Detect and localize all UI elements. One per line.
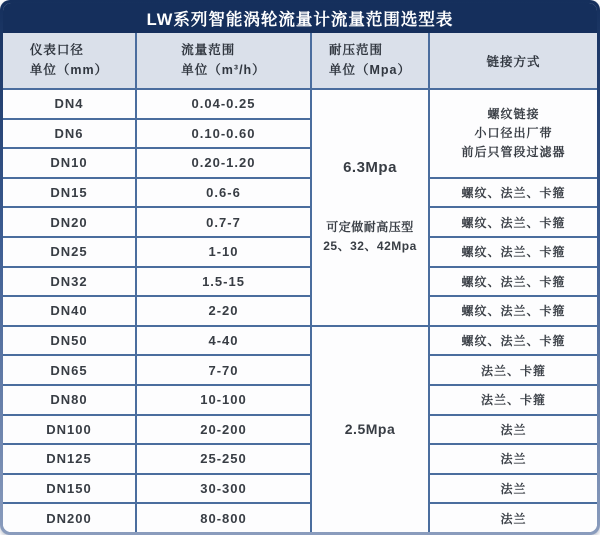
flow-range-value: 10-100 bbox=[135, 384, 310, 414]
flow-range-value: 2-20 bbox=[135, 295, 310, 325]
table-inner bbox=[3, 3, 597, 532]
connection-value: 螺纹、法兰、卡箍 bbox=[428, 325, 597, 355]
connection-value: 法兰、卡箍 bbox=[428, 354, 597, 384]
table-title: LW系列智能涡轮流量计流量范围选型表 bbox=[3, 3, 597, 33]
connection-value: 螺纹、法兰、卡箍 bbox=[428, 206, 597, 236]
dn-value: DN200 bbox=[3, 502, 135, 532]
dn-value: DN80 bbox=[3, 384, 135, 414]
dn-value: DN40 bbox=[3, 295, 135, 325]
connection-small-line2: 小口径出厂带 bbox=[474, 125, 553, 140]
pressure-note bbox=[323, 218, 417, 255]
dn-value: DN15 bbox=[3, 177, 135, 207]
dn-value: DN125 bbox=[3, 443, 135, 473]
connection-value: 螺纹、法兰、卡箍 bbox=[428, 266, 597, 296]
connection-small-line3: 前后只管段过滤器 bbox=[461, 144, 566, 159]
header-diameter-line2: 单位（mm） bbox=[29, 62, 109, 77]
connection-value: 法兰 bbox=[428, 502, 597, 532]
dn-value: DN65 bbox=[3, 354, 135, 384]
connection-value: 螺纹、法兰、卡箍 bbox=[428, 295, 597, 325]
dn-value: DN150 bbox=[3, 473, 135, 503]
header-flow-line1: 流量范围 bbox=[181, 43, 236, 58]
connection-value: 法兰、卡箍 bbox=[428, 384, 597, 414]
header-diameter-line1: 仪表口径 bbox=[29, 43, 84, 58]
dn-value: DN10 bbox=[3, 147, 135, 177]
header-flow-line2: 单位（m³/h） bbox=[181, 62, 266, 77]
flow-range-value: 0.6-6 bbox=[135, 177, 310, 207]
connection-value: 螺纹、法兰、卡箍 bbox=[428, 177, 597, 207]
flow-range-value: 1.5-15 bbox=[135, 266, 310, 296]
flow-range-value: 0.7-7 bbox=[135, 206, 310, 236]
flow-range-value: 0.10-0.60 bbox=[135, 118, 310, 148]
header-pressure-line1: 耐压范围 bbox=[328, 43, 383, 58]
flow-range-value: 80-800 bbox=[135, 502, 310, 532]
flow-range-value: 30-300 bbox=[135, 473, 310, 503]
dn-value: DN4 bbox=[3, 88, 135, 118]
flow-range-value: 1-10 bbox=[135, 236, 310, 266]
header-connection: 链接方式 bbox=[428, 33, 597, 88]
connection-value: 螺纹、法兰、卡箍 bbox=[428, 236, 597, 266]
flow-range-value: 7-70 bbox=[135, 354, 310, 384]
flow-range-value: 0.20-1.20 bbox=[135, 147, 310, 177]
pressure-cell-low: 2.5Mpa bbox=[310, 325, 428, 532]
connection-cell-small-bore bbox=[428, 88, 597, 177]
dn-value: DN25 bbox=[3, 236, 135, 266]
selection-table bbox=[3, 33, 597, 532]
header-flow bbox=[135, 33, 310, 88]
connection-value: 法兰 bbox=[428, 443, 597, 473]
connection-value: 法兰 bbox=[428, 473, 597, 503]
dn-value: DN100 bbox=[3, 414, 135, 444]
header-pressure-line2: 单位（Mpa） bbox=[328, 62, 411, 77]
header-diameter bbox=[3, 33, 135, 88]
pressure-value-63: 6.3Mpa bbox=[343, 159, 397, 177]
dn-value: DN50 bbox=[3, 325, 135, 355]
pressure-note-line2: 25、32、42Mpa bbox=[323, 238, 417, 253]
flow-range-value: 0.04-0.25 bbox=[135, 88, 310, 118]
connection-small-line1: 螺纹链接 bbox=[487, 106, 540, 121]
connection-value: 法兰 bbox=[428, 414, 597, 444]
dn-value: DN6 bbox=[3, 118, 135, 148]
dn-value: DN20 bbox=[3, 206, 135, 236]
dn-value: DN32 bbox=[3, 266, 135, 296]
flow-range-value: 25-250 bbox=[135, 443, 310, 473]
pressure-note-line1: 可定做耐高压型 bbox=[326, 220, 414, 235]
pressure-cell-high bbox=[310, 88, 428, 325]
header-pressure bbox=[310, 33, 428, 88]
flow-range-value: 20-200 bbox=[135, 414, 310, 444]
flow-range-value: 4-40 bbox=[135, 325, 310, 355]
